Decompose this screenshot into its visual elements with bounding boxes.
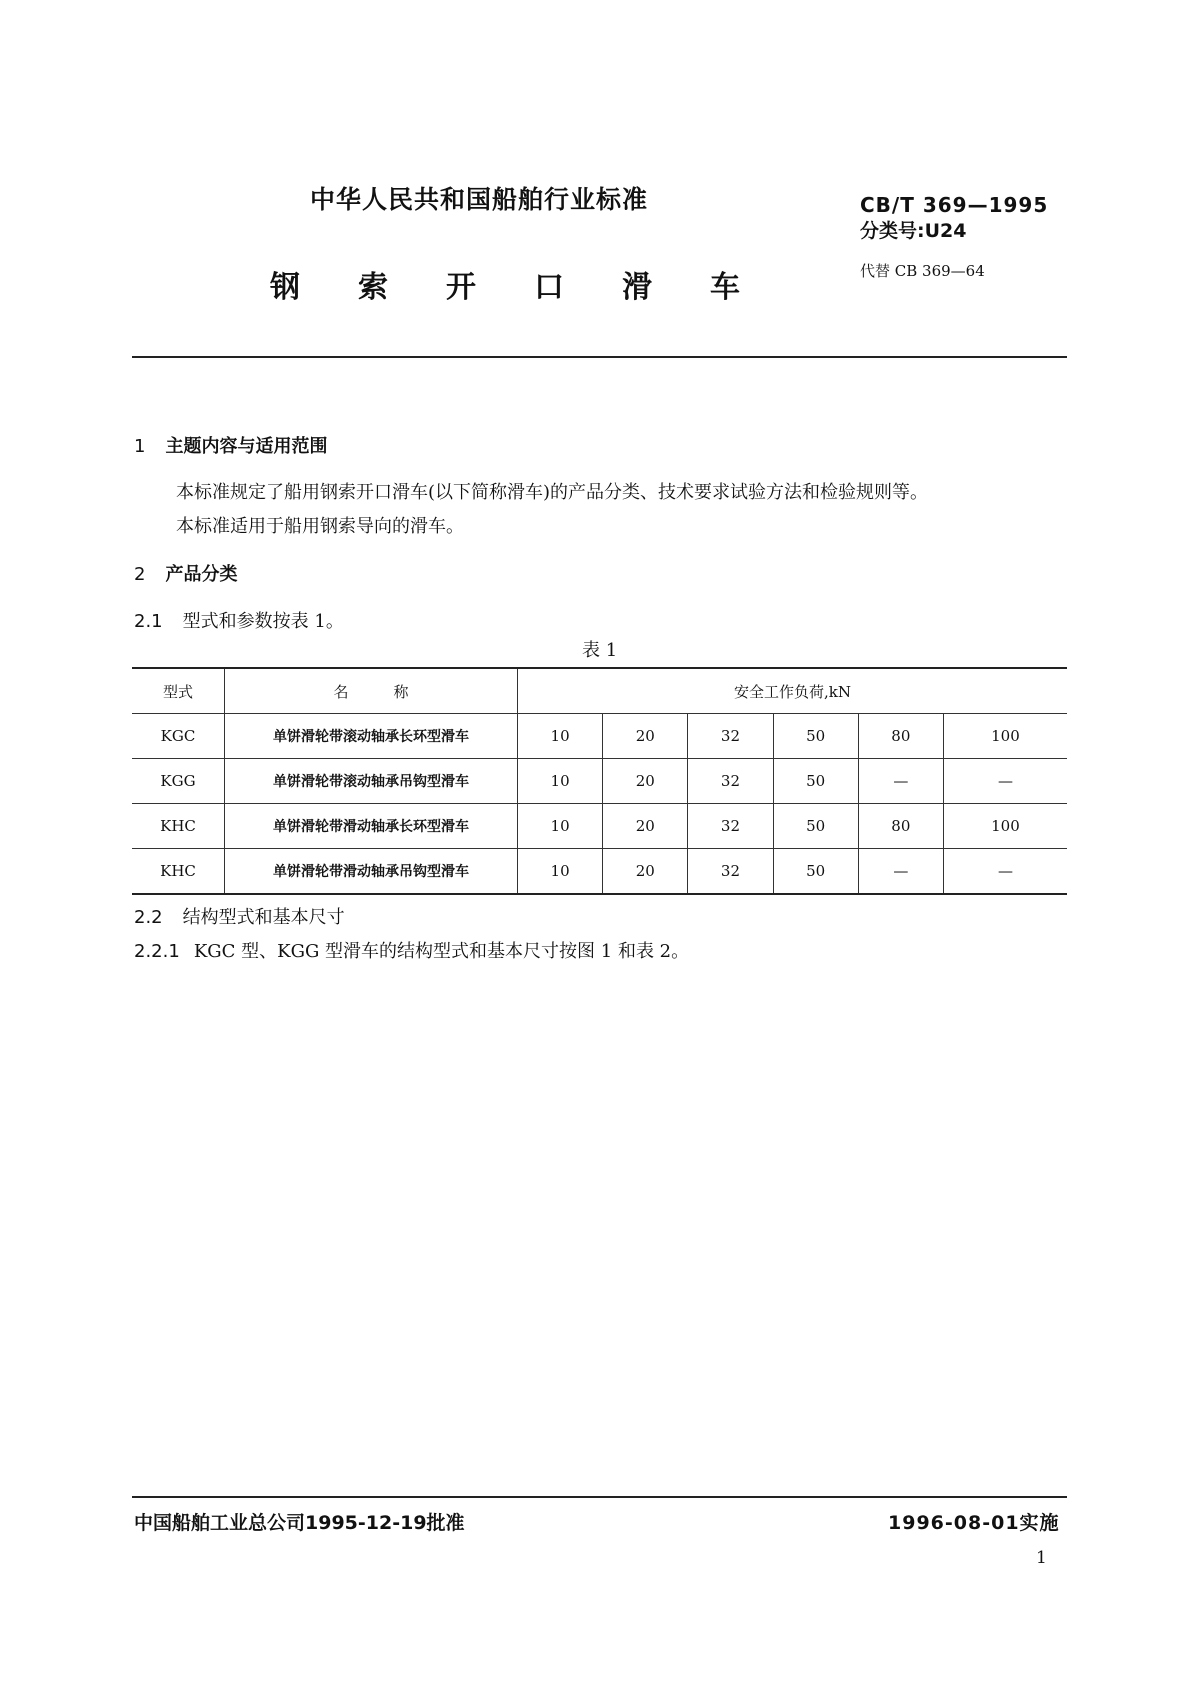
cell-load: 80	[858, 804, 943, 849]
cell-type: KHC	[132, 849, 225, 895]
header-name: 名 称	[225, 668, 518, 714]
footer-divider	[132, 1496, 1067, 1498]
header-load: 安全工作负荷,kN	[518, 668, 1068, 714]
clause-text: 结构型式和基本尺寸	[182, 907, 345, 928]
cell-load: 10	[518, 759, 603, 804]
clause-number: 2.1	[134, 611, 163, 632]
cell-load: —	[943, 759, 1067, 804]
cell-load: 50	[773, 849, 858, 895]
table-row	[132, 804, 1067, 849]
clause-text: 型式和参数按表 1。	[182, 611, 344, 632]
cell-type: KGC	[132, 714, 225, 759]
table-row	[132, 849, 1067, 895]
cell-load: 80	[858, 714, 943, 759]
document-title	[270, 262, 798, 306]
section-1-heading	[134, 432, 327, 458]
cell-load: 20	[603, 849, 688, 895]
cell-load: —	[858, 849, 943, 895]
cell-name: 单饼滑轮带滑动轴承吊钩型滑车	[225, 849, 518, 895]
classification-code: 分类号:U24	[860, 220, 967, 242]
section-title: 产品分类	[165, 564, 238, 585]
header-type: 型式	[132, 668, 225, 714]
clause-text: KGC 型、KGG 型滑车的结构型式和基本尺寸按图 1 和表 2。	[193, 941, 690, 962]
table-row	[132, 759, 1067, 804]
cell-load: —	[943, 849, 1067, 895]
cell-load: 10	[518, 804, 603, 849]
title-char: 索	[358, 270, 388, 305]
replaces-note: 代替 CB 369—64	[860, 262, 985, 280]
cell-load: 32	[688, 804, 773, 849]
clause-2-2-1	[134, 937, 689, 963]
section-number: 1	[134, 436, 146, 457]
title-char: 开	[446, 270, 476, 305]
standard-org-title: 中华人民共和国船舶行业标准	[310, 185, 649, 214]
standard-code: CB/T 369—1995	[860, 193, 1049, 217]
section-2-heading	[134, 560, 237, 586]
title-char: 滑	[622, 270, 652, 305]
approval-line: 中国船舶工业总公司1995-12-19批准	[134, 1512, 465, 1534]
cell-name: 单饼滑轮带滚动轴承吊钩型滑车	[225, 759, 518, 804]
section-1-paragraph: 本标准规定了船用钢索开口滑车(以下简称滑车)的产品分类、技术要求试验方法和检验规则等。	[176, 482, 929, 503]
cell-name: 单饼滑轮带滚动轴承长环型滑车	[225, 714, 518, 759]
table-header-row	[132, 668, 1067, 714]
cell-load: 32	[688, 714, 773, 759]
cell-load: 32	[688, 759, 773, 804]
title-char: 车	[710, 270, 740, 305]
cell-load: 50	[773, 759, 858, 804]
table-row	[132, 714, 1067, 759]
clause-number: 2.2	[134, 907, 163, 928]
cell-load: 32	[688, 849, 773, 895]
cell-type: KGG	[132, 759, 225, 804]
section-title: 主题内容与适用范围	[165, 436, 328, 457]
section-number: 2	[134, 564, 146, 585]
cell-load: 100	[943, 804, 1067, 849]
cell-load: 20	[603, 804, 688, 849]
clause-2-1	[134, 607, 344, 633]
cell-load: 10	[518, 849, 603, 895]
cell-load: 20	[603, 714, 688, 759]
title-char: 口	[534, 270, 564, 305]
cell-load: 10	[518, 714, 603, 759]
effective-date: 1996-08-01实施	[888, 1512, 1060, 1534]
cell-load: 100	[943, 714, 1067, 759]
title-char: 钢	[270, 270, 300, 305]
load-parameter-table	[132, 667, 1067, 895]
cell-load: 50	[773, 714, 858, 759]
clause-number: 2.2.1	[134, 941, 180, 962]
clause-2-2	[134, 903, 345, 929]
cell-load: 50	[773, 804, 858, 849]
cell-load: —	[858, 759, 943, 804]
cell-name: 单饼滑轮带滑动轴承长环型滑车	[225, 804, 518, 849]
page-number: 1	[1036, 1548, 1047, 1568]
cell-type: KHC	[132, 804, 225, 849]
section-1-paragraph: 本标准适用于船用钢索导向的滑车。	[176, 516, 464, 537]
cell-load: 20	[603, 759, 688, 804]
header-divider	[132, 356, 1067, 358]
table-caption: 表 1	[582, 640, 618, 661]
